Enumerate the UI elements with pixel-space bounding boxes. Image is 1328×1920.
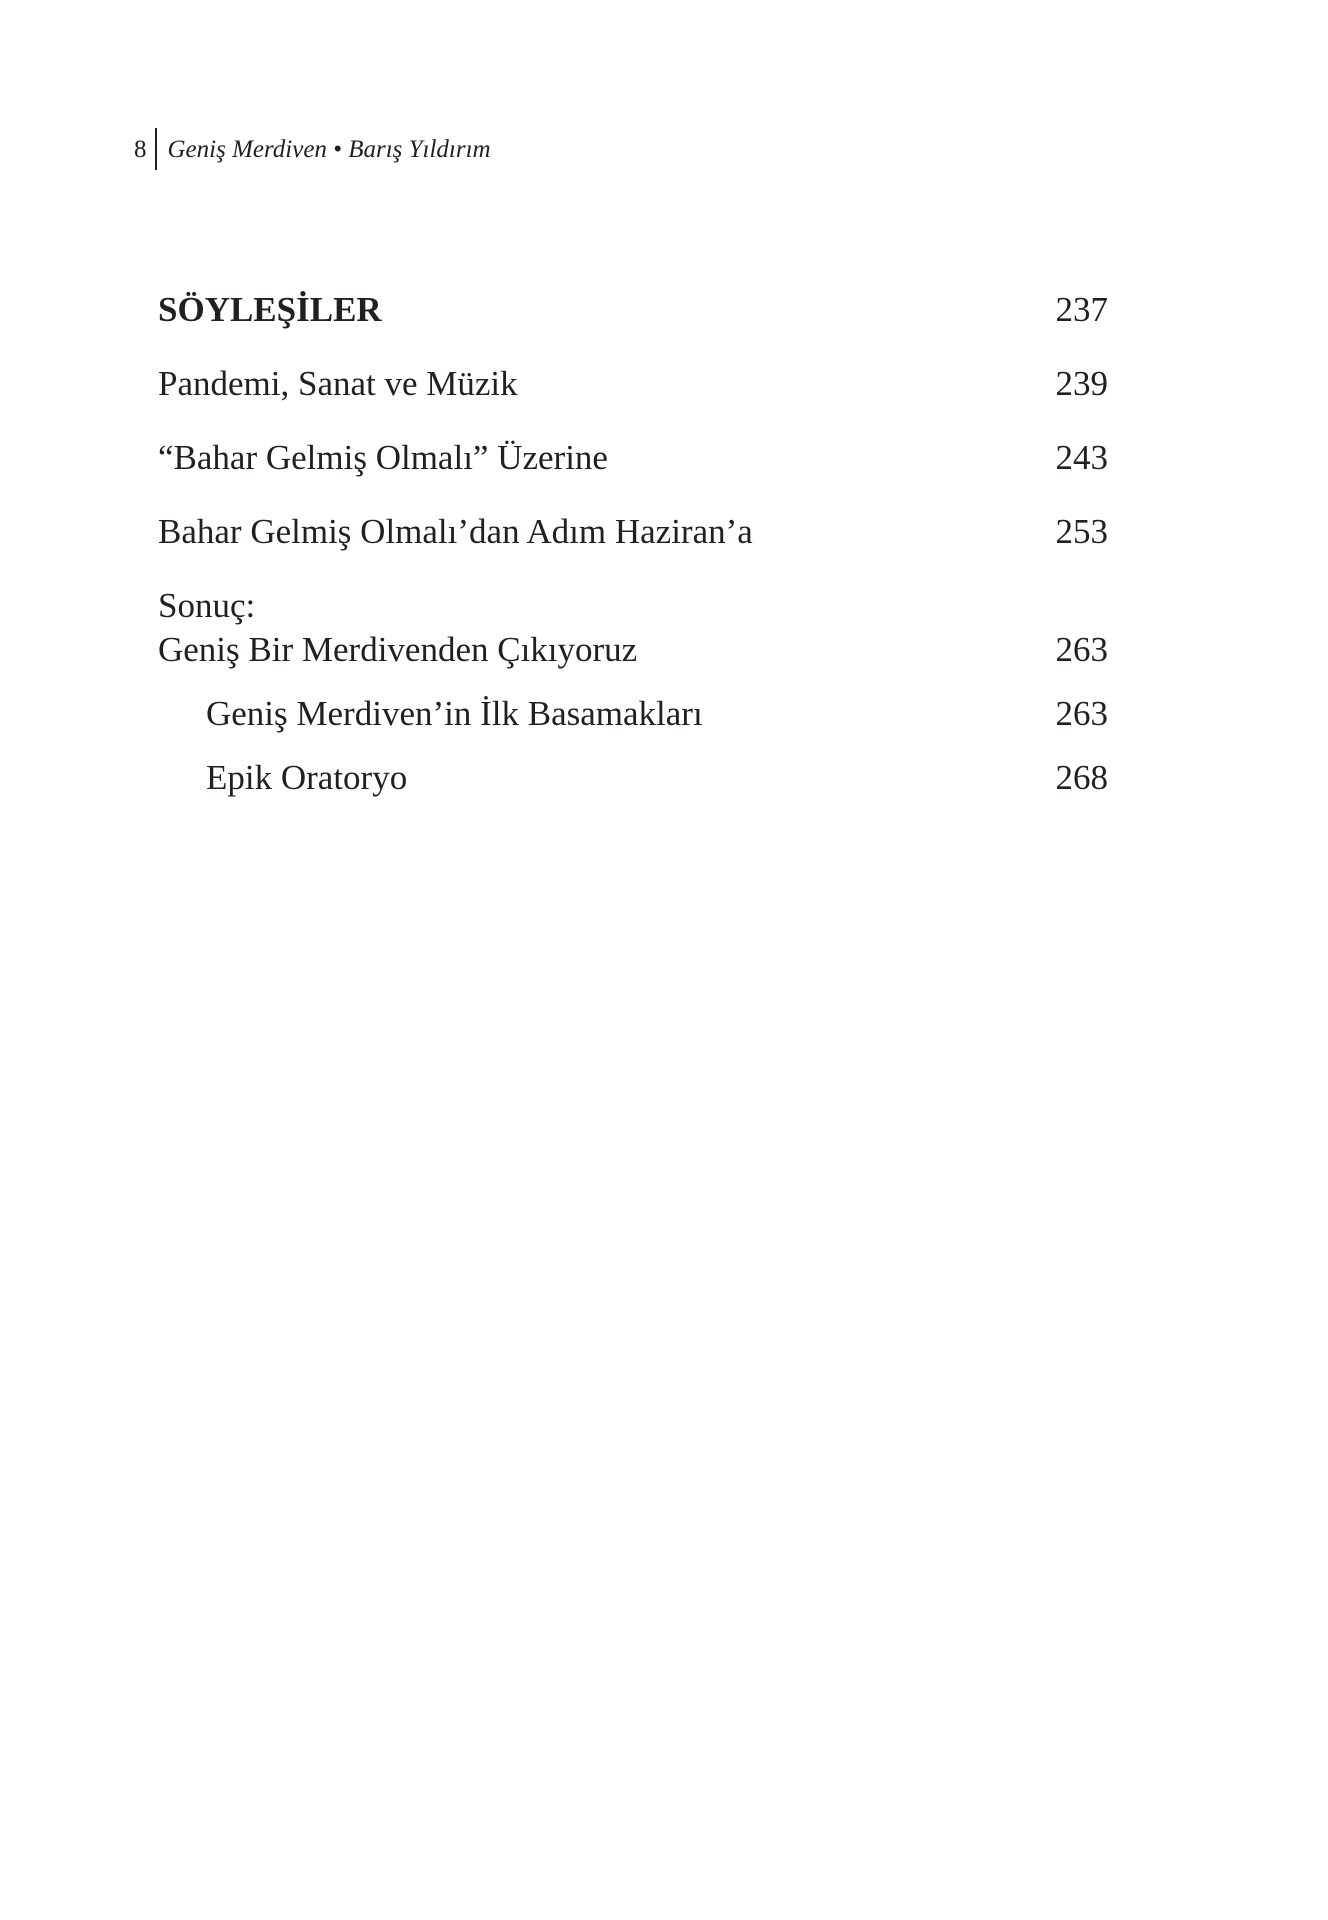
toc-subentry <box>158 758 1108 798</box>
toc-entry-title: Geniş Merdiven’in İlk Basamakları <box>206 694 703 733</box>
toc-entry <box>158 438 1108 478</box>
toc-entry <box>158 512 1108 552</box>
toc-entry-title: Geniş Bir Merdivenden Çıkıyoruz <box>158 630 638 669</box>
toc-entry-page: 243 <box>1055 438 1108 477</box>
toc-entry-title: Epik Oratoryo <box>206 758 408 797</box>
toc-entry <box>158 630 1108 670</box>
toc-entry-title: Sonuç: <box>158 586 256 625</box>
toc-section-heading <box>158 290 1108 330</box>
toc-entry-title: “Bahar Gelmiş Olmalı” Üzerine <box>158 438 608 477</box>
toc-subentry <box>158 694 1108 734</box>
toc-entry <box>158 586 1108 626</box>
toc-entry-title: Bahar Gelmiş Olmalı’dan Adım Haziran’a <box>158 512 753 551</box>
toc-entry-page: 239 <box>1055 364 1108 403</box>
toc-entry-page: 253 <box>1055 512 1108 551</box>
toc-entry-page: 268 <box>1055 758 1108 797</box>
toc-entry-page: 237 <box>1055 290 1108 329</box>
toc-entry-page: 263 <box>1055 694 1108 733</box>
running-header <box>134 128 491 170</box>
running-head: Geniş Merdiven • Barış Yıldırım <box>167 135 491 163</box>
toc-entry-page: 263 <box>1055 630 1108 669</box>
toc-entry <box>158 364 1108 404</box>
page-number: 8 <box>134 135 147 163</box>
toc-entry-title: SÖYLEŞİLER <box>158 290 382 329</box>
toc-entry-title: Pandemi, Sanat ve Müzik <box>158 364 518 403</box>
